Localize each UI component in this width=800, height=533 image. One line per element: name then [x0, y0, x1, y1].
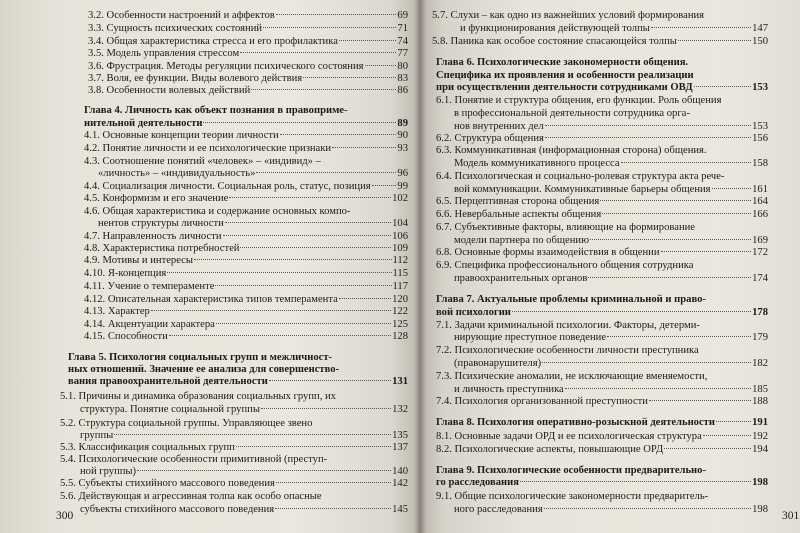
toc-entry [98, 218, 408, 230]
toc-entry-title: правоохранительных органов [454, 273, 588, 284]
toc-entry [454, 235, 768, 247]
dot-leader [167, 272, 391, 273]
toc-page-number: 89 [397, 118, 408, 129]
toc-entry [98, 168, 408, 180]
toc-entry [454, 121, 768, 133]
toc-entry-title: 4.5. Конформизм и его значение [84, 193, 229, 204]
dot-leader [251, 89, 396, 90]
left-page-number: 300 [56, 510, 74, 522]
toc-entry [436, 57, 688, 69]
toc-entry-title: Модель коммуникативного процесса [454, 158, 620, 169]
toc-entry [436, 477, 768, 489]
dot-leader [651, 27, 751, 28]
toc-entry [454, 184, 768, 196]
toc-entry [60, 442, 408, 454]
dot-leader [263, 27, 396, 28]
toc-entry-title: 6.8. Основные формы взаимодействия в общении [436, 247, 660, 258]
toc-entry-title: 5.4. Психологические особенности примитивной (преступ- [60, 454, 328, 465]
toc-entry-title: 4.4. Социализация личности. Социальная роль, статус, позиция [84, 181, 371, 192]
toc-page-number: 71 [397, 23, 408, 34]
toc-entry-title: субъекты стихийного массового поведения [80, 504, 275, 515]
toc-entry-title: 3.2. Особенности настроений и аффектов [88, 10, 275, 21]
toc-entry-title: группы [80, 430, 114, 441]
dot-leader [545, 137, 751, 138]
toc-entry-title: вой психологии [436, 307, 511, 318]
dot-leader [544, 508, 751, 509]
dot-leader [661, 251, 752, 252]
toc-page-number: 164 [752, 196, 768, 207]
dot-leader [565, 388, 751, 389]
toc-entry [436, 320, 700, 332]
toc-entry-title: при осуществлении деятельности сотрудниками ОВД [436, 82, 693, 93]
dot-leader [225, 222, 391, 223]
dot-leader [694, 86, 751, 87]
toc-entry [436, 444, 768, 456]
toc-entry-title: ного расследования [454, 504, 543, 515]
toc-page-number: 191 [752, 417, 768, 428]
toc-page-number: 142 [392, 478, 408, 489]
toc-entry-title: Специфика их проявления и особенности реализации [436, 70, 694, 81]
toc-entry-title: 4.12. Описательная характеристика типов темперамента [84, 294, 338, 305]
toc-entry-title: 5.7. Слухи – как одно из важнейших условий формирования [432, 10, 705, 21]
toc-page-number: 104 [392, 218, 408, 229]
toc-page-number: 172 [752, 247, 768, 258]
toc-entry [84, 294, 408, 306]
toc-entry-title: (правонарушителя) [454, 358, 542, 369]
toc-entry [84, 331, 408, 343]
toc-entry-title: 7.2. Психологические особенности личности преступника [436, 345, 699, 356]
dot-leader [607, 336, 751, 337]
toc-entry [84, 255, 408, 267]
dot-leader [256, 172, 396, 173]
toc-entry-title: Глава 7. Актуальные проблемы криминальной и право- [436, 294, 706, 305]
toc-entry [84, 130, 408, 142]
toc-entry [60, 491, 322, 503]
toc-entry-title: 5.8. Паника как особое состояние спасающейся толпы [432, 36, 677, 47]
toc-entry-title: 6.6. Невербальные аспекты общения [436, 209, 602, 220]
toc-page-number: 150 [752, 36, 768, 47]
toc-entry-title: 6.2. Структура общения [436, 133, 544, 144]
toc-entry [454, 273, 768, 285]
toc-page-number: 161 [752, 184, 768, 195]
toc-entry-title: 5.5. Субъекты стихийного массового поведения [60, 478, 275, 489]
toc-page-number: 153 [752, 82, 768, 93]
toc-page-number: 90 [397, 130, 408, 141]
toc-entry-title: 4.2. Понятие личности и ее психологические признаки [84, 143, 332, 154]
toc-entry [436, 145, 707, 157]
dot-leader [240, 247, 391, 248]
dot-leader [678, 40, 751, 41]
toc-entry-title: 6.1. Понятие и структура общения, его функции. Роль общения [436, 95, 722, 106]
dot-leader [664, 448, 751, 449]
toc-entry-title: 4.3. Соотношение понятий «человек» – «индивид» – [84, 156, 321, 167]
toc-page-number: 125 [392, 319, 408, 330]
toc-entry-title: 4.14. Акцентуации характера [84, 319, 215, 330]
toc-entry [436, 307, 768, 319]
toc-page-number: 182 [752, 358, 768, 369]
toc-page-number: 132 [392, 404, 408, 415]
dot-leader [588, 277, 751, 278]
dot-leader [240, 52, 396, 53]
dot-leader [600, 200, 751, 201]
toc-page-number: 80 [397, 61, 408, 72]
toc-entry-title: 5.1. Причины и динамика образования социальных групп, их [60, 391, 336, 402]
toc-page-number: 169 [752, 235, 768, 246]
toc-entry [84, 231, 408, 243]
toc-entry [436, 171, 724, 183]
toc-entry [460, 23, 768, 35]
toc-entry-title: 3.4. Общая характеристика стресса и его профилактика [88, 36, 338, 47]
dot-leader [203, 122, 396, 123]
toc-entry [88, 85, 408, 97]
toc-entry-title: 6.4. Психологическая и социально-ролевая структура акта рече- [436, 171, 725, 182]
dot-leader [512, 311, 751, 312]
dot-leader [303, 77, 396, 78]
toc-entry-title: 7.3. Психические аномалии, не исключающие вменяемости, [436, 371, 708, 382]
toc-entry [84, 268, 408, 280]
toc-entry-title: 4.11. Учение о темпераменте [84, 281, 215, 292]
toc-entry-title: 4.10. Я-концепция [84, 268, 167, 279]
toc-entry [88, 10, 408, 22]
toc-entry [436, 431, 768, 443]
dot-leader [621, 162, 752, 163]
toc-entry-title: 3.8. Особенности волевых действий [88, 85, 251, 96]
toc-entry [436, 371, 707, 383]
toc-entry-title: 8.2. Психологические аспекты, повышающие ОРД [436, 444, 664, 455]
toc-page-number: 86 [397, 85, 408, 96]
toc-entry-title: и личность преступника [454, 384, 564, 395]
toc-entry [84, 118, 408, 130]
toc-entry-title: 6.3. Коммуникативная (информационная сторона) общения. [436, 145, 707, 156]
toc-page-number: 158 [752, 158, 768, 169]
toc-entry-title: нительной деятельности [84, 118, 203, 129]
toc-page-number: 147 [752, 23, 768, 34]
toc-page-number: 145 [392, 504, 408, 515]
toc-entry-title: 6.7. Субъективные факторы, влияющие на формирование [436, 222, 695, 233]
dot-leader [275, 508, 391, 509]
toc-entry-title: 4.15. Способности [84, 331, 168, 342]
toc-entry [84, 143, 408, 155]
toc-page-number: 77 [397, 48, 408, 59]
toc-entry-title: Глава 8. Психология оперативно-розыскной деятельности [436, 417, 715, 428]
toc-entry [80, 404, 408, 416]
toc-entry [84, 319, 408, 331]
toc-page-number: 112 [392, 255, 408, 266]
toc-entry [88, 61, 408, 73]
dot-leader [712, 188, 752, 189]
dot-leader [236, 446, 391, 447]
toc-entry [436, 196, 768, 208]
toc-entry-title: 6.5. Перцептивная сторона общения [436, 196, 600, 207]
toc-entry [60, 391, 336, 403]
toc-page-number: 156 [752, 133, 768, 144]
dot-leader [332, 147, 396, 148]
toc-page-number: 194 [752, 444, 768, 455]
toc-page-number: 74 [397, 36, 408, 47]
toc-page-number: 109 [392, 243, 408, 254]
toc-entry-title: 5.3. Классификация социальных групп [60, 442, 235, 453]
toc-page-number: 117 [392, 281, 408, 292]
toc-page-number: 131 [392, 376, 408, 387]
toc-page-number: 198 [752, 504, 768, 515]
toc-entry [432, 36, 768, 48]
toc-entry [436, 294, 706, 306]
dot-leader [716, 421, 751, 422]
toc-entry-title: Глава 6. Психологические закономерности общения. [436, 57, 689, 68]
dot-leader [545, 125, 751, 126]
dot-leader [542, 362, 751, 363]
toc-entry [84, 281, 408, 293]
toc-entry-title: 3.3. Сущность психических состояний [88, 23, 263, 34]
toc-entry-title: 5.2. Структура социальной группы. Управляющее звено [60, 418, 313, 429]
toc-page-number: 83 [397, 73, 408, 84]
toc-entry [436, 95, 721, 107]
dot-leader [339, 40, 397, 41]
toc-entry-title: 9.1. Общие психологические закономерности предваритель- [436, 491, 709, 502]
dot-leader [365, 65, 397, 66]
toc-entry [454, 332, 768, 344]
dot-leader [194, 259, 392, 260]
toc-entry-title: 4.9. Мотивы и интересы [84, 255, 193, 266]
dot-leader [276, 482, 391, 483]
toc-entry [68, 352, 332, 364]
dot-leader [216, 323, 391, 324]
toc-entry [84, 105, 348, 117]
toc-entry-title: 5.6. Действующая и агрессивная толпа как особо опасные [60, 491, 322, 502]
toc-page-number: 166 [752, 209, 768, 220]
toc-page-number: 102 [392, 193, 408, 204]
toc-page-number: 135 [392, 430, 408, 441]
dot-leader [114, 434, 391, 435]
toc-entry [84, 181, 408, 193]
dot-leader [215, 285, 391, 286]
right-page [420, 0, 800, 533]
toc-entry-title: нирующие преступное поведение [454, 332, 607, 343]
toc-entry [432, 10, 704, 22]
toc-entry-title: го расследования [436, 477, 519, 488]
toc-entry-title: Глава 5. Психология социальных групп и межличност- [68, 352, 333, 363]
toc-entry-title: Глава 4. Личность как объект познания в правоприме- [84, 105, 348, 116]
toc-entry [80, 430, 408, 442]
toc-entry [436, 82, 768, 94]
toc-entry-title: ной группы) [80, 466, 137, 477]
toc-page-number: 69 [397, 10, 408, 21]
toc-entry [454, 358, 768, 370]
toc-entry [80, 466, 408, 478]
toc-page-number: 179 [752, 332, 768, 343]
dot-leader [229, 197, 391, 198]
toc-entry [88, 73, 408, 85]
toc-entry [436, 396, 768, 408]
right-page-number: 301 [782, 510, 800, 522]
toc-entry [436, 417, 768, 429]
toc-entry [436, 133, 768, 145]
toc-entry-title: ных отношений. Значение ее анализа для совершенство- [68, 364, 340, 375]
toc-entry [454, 108, 690, 120]
dot-leader [372, 185, 397, 186]
toc-page-number: 99 [397, 181, 408, 192]
toc-entry [454, 158, 768, 170]
toc-entry [436, 345, 699, 357]
toc-entry [454, 384, 768, 396]
toc-entry [436, 260, 693, 272]
dot-leader [223, 235, 392, 236]
toc-page-number: 198 [752, 477, 768, 488]
toc-page-number: 106 [392, 231, 408, 242]
toc-entry [436, 209, 768, 221]
toc-entry-title: модели партнера по общению [454, 235, 589, 246]
toc-entry-title: 4.1. Основные концепции теории личности [84, 130, 279, 141]
toc-entry [88, 23, 408, 35]
dot-leader [602, 213, 751, 214]
toc-entry [68, 364, 339, 376]
toc-page-number: 153 [752, 121, 768, 132]
toc-page-number: 192 [752, 431, 768, 442]
dot-leader [276, 14, 397, 15]
toc-page-number: 188 [752, 396, 768, 407]
toc-entry-title: «личность» – «индивидуальность» [98, 168, 256, 179]
toc-page-number: 140 [392, 466, 408, 477]
toc-entry [68, 376, 408, 388]
toc-entry [84, 243, 408, 255]
toc-entry-title: 4.13. Характер [84, 306, 150, 317]
toc-entry-title: нентов структуры личности [98, 218, 224, 229]
toc-entry-title: 7.1. Задачи криминальной психологии. Факторы, детерми- [436, 320, 700, 331]
toc-entry [436, 222, 695, 234]
toc-entry-title: 7.4. Психология организованной преступности [436, 396, 648, 407]
toc-entry [84, 306, 408, 318]
dot-leader [169, 335, 391, 336]
toc-entry [84, 156, 321, 168]
dot-leader [339, 298, 391, 299]
dot-leader [590, 239, 751, 240]
toc-entry-title: структура. Понятие социальной группы [80, 404, 260, 415]
dot-leader [261, 408, 391, 409]
toc-entry [454, 504, 768, 516]
toc-entry-title: нов внутренних дел [454, 121, 544, 132]
toc-entry-title: 3.7. Воля, ее функции. Виды волевого действия [88, 73, 303, 84]
toc-entry [436, 70, 694, 82]
toc-entry-title: 8.1. Основные задачи ОРД и ее психологическая структура [436, 431, 702, 442]
toc-page-number: 185 [752, 384, 768, 395]
dot-leader [703, 435, 751, 436]
toc-entry-title: 6.9. Специфика профессионального общения сотрудника [436, 260, 694, 271]
dot-leader [269, 380, 391, 381]
toc-entry [60, 478, 408, 490]
toc-entry [60, 454, 327, 466]
toc-entry [436, 491, 708, 503]
toc-entry-title: вой коммуникации. Коммуникативные барьеры общения [454, 184, 711, 195]
toc-entry [60, 418, 312, 430]
dot-leader [649, 400, 751, 401]
toc-entry-title: в профессиональной деятельности сотрудника орга- [454, 108, 690, 119]
toc-page-number: 93 [397, 143, 408, 154]
toc-entry [84, 206, 350, 218]
toc-entry-title: 3.5. Модель управления стрессом [88, 48, 240, 59]
toc-page-number: 120 [392, 294, 408, 305]
toc-entry-title: Глава 9. Психологические особенности предварительно- [436, 465, 706, 476]
toc-page-number: 128 [392, 331, 408, 342]
toc-entry-title: 4.8. Характеристика потребностей [84, 243, 240, 254]
toc-page-number: 122 [392, 306, 408, 317]
toc-entry [88, 48, 408, 60]
toc-entry [436, 465, 706, 477]
toc-entry [84, 193, 408, 205]
toc-page-number: 137 [392, 442, 408, 453]
toc-page-number: 96 [397, 168, 408, 179]
toc-entry [80, 504, 408, 516]
toc-entry [88, 36, 408, 48]
toc-entry-title: 3.6. Фрустрация. Методы регуляции психического состояния [88, 61, 364, 72]
dot-leader [280, 134, 397, 135]
toc-entry [436, 247, 768, 259]
toc-page-number: 174 [752, 273, 768, 284]
toc-entry-title: 4.6. Общая характеристика и содержание основных компо- [84, 206, 351, 217]
toc-entry-title: вания правоохранительной деятельности [68, 376, 268, 387]
dot-leader [137, 470, 391, 471]
dot-leader [520, 481, 751, 482]
toc-page-number: 115 [392, 268, 408, 279]
toc-page-number: 178 [752, 307, 768, 318]
dot-leader [151, 310, 391, 311]
toc-entry-title: 4.7. Направленность личности [84, 231, 222, 242]
toc-entry-title: и функционирования действующей толпы [460, 23, 650, 34]
